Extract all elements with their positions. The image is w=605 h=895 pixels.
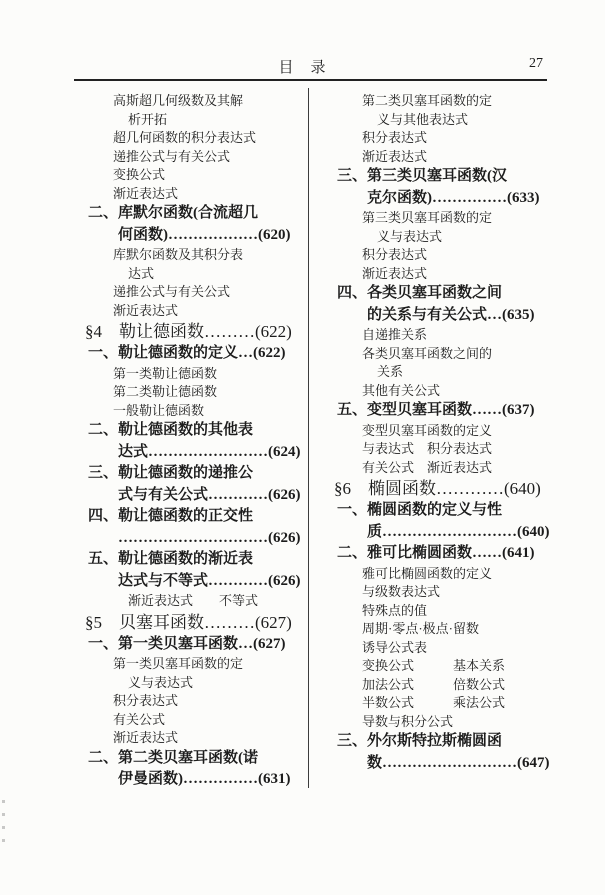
toc-entry: 渐近表达式 不等式 — [128, 593, 259, 608]
toc-entry: 三、勒让德函数的递推公 — [88, 465, 254, 481]
toc-entry: 渐近表达式 — [113, 302, 179, 318]
toc-entry: §6 椭圆函数…………(640) — [334, 479, 541, 498]
toc-entry: 一般勒让德函数 — [113, 402, 205, 418]
toc-entry: 二、雅可比椭圆函数……(641) — [337, 545, 535, 561]
toc-entry: 义与表达式 — [377, 228, 443, 244]
toc-entry: 五、勒让德函数的渐近表 — [88, 551, 254, 567]
toc-entry: 加法公式 倍数公式 — [362, 676, 506, 692]
toc-entry: 第一类贝塞耳函数的定 — [113, 656, 244, 671]
toc-entry: 克尔函数)……………(633) — [367, 189, 540, 206]
toc-entry: 积分表达式 — [113, 693, 179, 708]
toc-entry: 变换公式 基本关系 — [362, 658, 506, 673]
toc-entry: 导数与积分公式 — [362, 713, 454, 729]
toc-entry: §4 勒让德函数………(622) — [85, 322, 292, 341]
toc-entry: 二、库默尔函数(合流超几 — [88, 205, 258, 221]
toc-entry: 三、第三类贝塞耳函数(汉 — [337, 168, 507, 184]
toc-entry: 一、勒让德函数的定义…(622) — [88, 345, 286, 361]
toc-entry: 有关公式 — [113, 711, 166, 727]
toc-entry: 变型贝塞耳函数的定义 — [362, 422, 493, 438]
toc-entry: 渐近表达式 — [362, 148, 428, 164]
toc-entry: 式与有关公式…………(626) — [118, 486, 301, 503]
toc-entry: 第二类贝塞耳函数的定 — [362, 93, 493, 108]
toc-entry: 积分表达式 — [362, 130, 428, 145]
toc-entry: 五、变型贝塞耳函数……(637) — [337, 402, 535, 418]
toc-entry: 达式 — [128, 265, 155, 281]
toc-entry: 有关公式 渐近表达式 — [362, 459, 493, 475]
toc-entry: 递推公式与有关公式 — [113, 284, 231, 299]
toc-column-left — [85, 92, 311, 791]
toc-entry: 与级数表达式 — [362, 584, 441, 599]
toc-entry: 自递推关系 — [362, 327, 428, 342]
toc-entry: 二、勒让德函数的其他表 — [88, 422, 254, 438]
toc-entry: 渐近表达式 — [113, 730, 179, 745]
print-artifact — [2, 800, 5, 842]
toc-entry: 半数公式 乘法公式 — [362, 695, 506, 710]
toc-column-right — [334, 92, 560, 774]
toc-entry: 数………………………(647) — [367, 754, 550, 771]
toc-entry: 高斯超几何级数及其解 — [113, 93, 244, 108]
toc-entry: 特殊点的值 — [362, 602, 428, 618]
toc-entry: 质………………………(640) — [367, 523, 550, 540]
toc-entry: 义与其他表达式 — [377, 111, 469, 127]
toc-entry: 变换公式 — [113, 167, 166, 182]
toc-entry: 何函数)………………(620) — [118, 226, 291, 243]
toc-entry: 渐近表达式 — [362, 265, 428, 281]
toc-entry: 义与表达式 — [128, 674, 194, 690]
toc-entry: 库默尔函数及其积分表 — [113, 247, 244, 262]
toc-entry: 与表达式 积分表达式 — [362, 441, 493, 456]
toc-entry: 积分表达式 — [362, 247, 428, 262]
toc-entry: 其他有关公式 — [362, 382, 441, 398]
toc-entry: 渐近表达式 — [113, 185, 179, 201]
toc-entry: 递推公式与有关公式 — [113, 148, 231, 164]
header-rule — [74, 79, 547, 81]
toc-entry: 三、外尔斯特拉斯椭圆函 — [337, 733, 503, 749]
page-title: 目 录 — [278, 60, 327, 76]
toc-entry: 第一类勒让德函数 — [113, 365, 218, 381]
toc-entry: 关系 — [377, 364, 404, 379]
toc-entry: 四、各类贝塞耳函数之间 — [337, 285, 503, 301]
toc-entry: §5 贝塞耳函数………(627) — [85, 612, 292, 632]
toc-entry: 雅可比椭圆函数的定义 — [362, 565, 493, 581]
toc-entry: 一、第一类贝塞耳函数…(627) — [88, 635, 286, 652]
toc-entry: 伊曼函数)……………(631) — [118, 771, 291, 787]
toc-entry: 诱导公式表 — [362, 639, 428, 655]
toc-entry: 第二类勒让德函数 — [113, 384, 218, 399]
toc-entry: 达式与不等式…………(626) — [118, 572, 301, 589]
toc-entry: 一、椭圆函数的定义与性 — [337, 502, 503, 518]
toc-entry: 第三类贝塞耳函数的定 — [362, 210, 493, 225]
toc-entry: 析开拓 — [128, 111, 168, 127]
toc-entry: 超几何函数的积分表达式 — [113, 130, 257, 145]
toc-entry: 周期·零点·极点·留数 — [362, 621, 479, 636]
toc-entry: 各类贝塞耳函数之间的 — [362, 345, 493, 361]
page-number: 27 — [529, 56, 543, 71]
toc-entry: 四、勒让德函数的正交性 — [88, 508, 254, 524]
toc-entry: 二、第二类贝塞耳函数(诺 — [88, 749, 258, 766]
toc-entry: 的关系与有关公式…(635) — [367, 306, 535, 323]
toc-entry: …………………………(626) — [118, 529, 301, 546]
toc-entry: 达式……………………(624) — [118, 443, 301, 460]
